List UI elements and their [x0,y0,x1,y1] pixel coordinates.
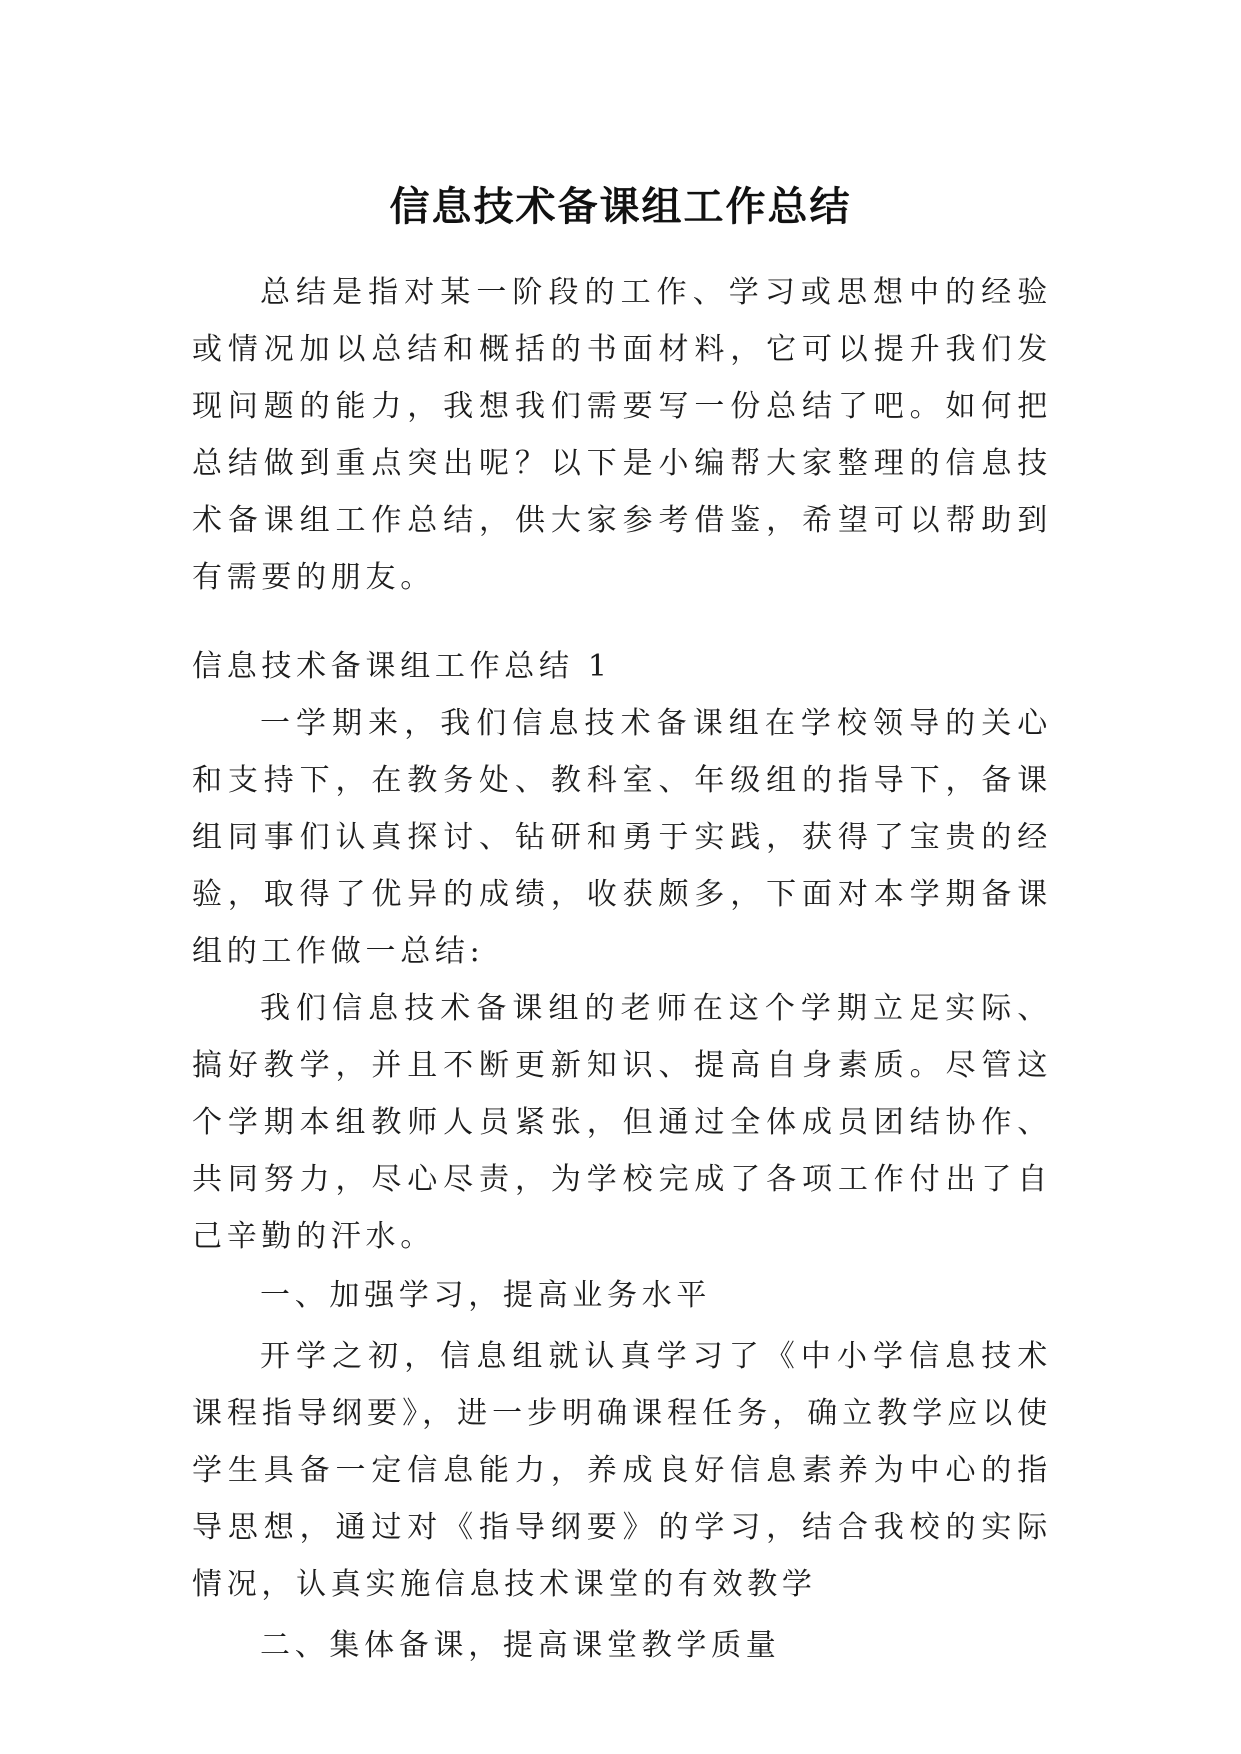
section-block [192,638,1052,1674]
section-heading-1: 一、加强学习，提高业务水平 [260,1278,712,1313]
section-heading-2: 二、集体备课，提高课堂教学质量 [260,1628,781,1663]
body-paragraph-1: 一学期来，我们信息技术备课组在学校领导的关心和支持下，在教务处、教科室、年级组的指导下，备课组同事们认真探讨、钻研和勇于实践，获得了宝贵的经验，取得了优异的成绩，收获颇多，下面对本学期备课组的工作做一总结: [192,706,1052,969]
section-title: 信息技术备课组工作总结 1 [192,649,612,684]
document-title: 信息技术备课组工作总结 [389,182,852,230]
intro-block [192,264,1052,606]
body-paragraph-2: 我们信息技术备课组的老师在这个学期立足实际、搞好教学，并且不断更新知识、提高自身素质。尽管这个学期本组教师人员紧张，但通过全体成员团结协作、共同努力，尽心尽责，为学校完成了各项工作付出了自己辛勤的汗水。 [192,991,1052,1254]
body-paragraph-3: 开学之初，信息组就认真学习了《中小学信息技术课程指导纲要》，进一步明确课程任务，确立教学应以使学生具备一定信息能力，养成良好信息素养为中心的指导思想，通过对《指导纲要》的学习，结合我校的实际情况，认真实施信息技术课堂的有效教学 [192,1339,1052,1602]
intro-paragraph: 总结是指对某一阶段的工作、学习或思想中的经验或情况加以总结和概括的书面材料，它可以提升我们发现问题的能力，我想我们需要写一份总结了吧。如何把总结做到重点突出呢？以下是小编帮大家整理的信息技术备课组工作总结，供大家参考借鉴，希望可以帮助到有需要的朋友。 [192,275,1052,595]
